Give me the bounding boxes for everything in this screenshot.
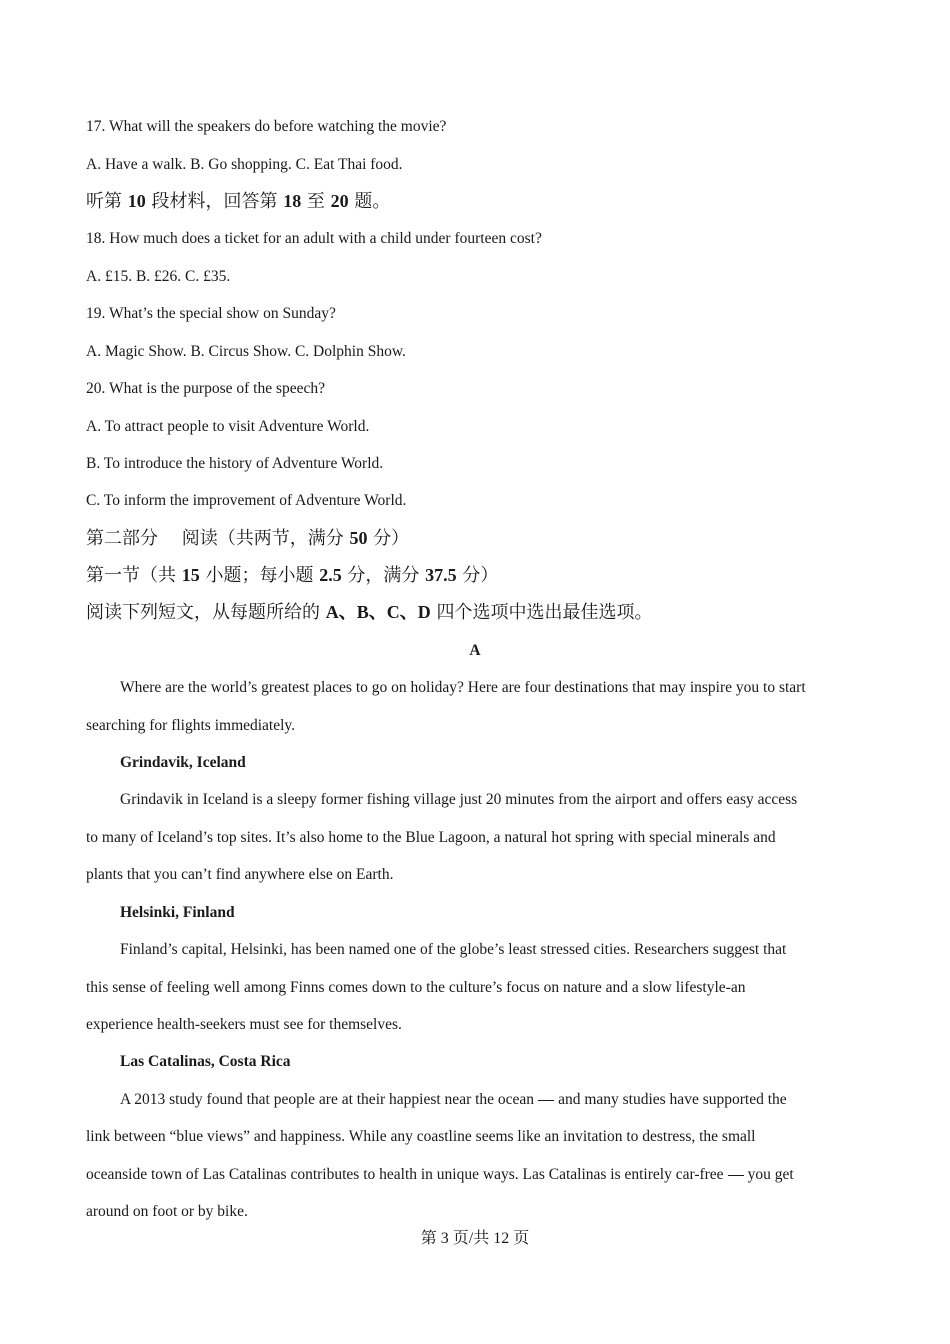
reading-instruction: 阅读下列短文，从每题所给的 A、B、C、D 四个选项中选出最佳选项。 (86, 602, 653, 623)
section-1-heading: 第一节（共 15 小题；每小题 2.5 分，满分 37.5 分） (86, 565, 499, 586)
question-20-stem: 20. What is the purpose of the speech? (86, 380, 326, 397)
section-10-instruction: 听第 10 段材料，回答第 18 至 20 题。 (86, 191, 391, 212)
passage-letter: A (469, 642, 481, 659)
catalinas-line-3: oceanside town of Las Catalinas contributes to health in unique ways. Las Catalinas is entirely car-free you get (86, 1166, 794, 1183)
question-20-option-a: A. To attract people to visit Adventure World. (86, 418, 370, 435)
question-19-stem: 19. What’s the special show on Sunday? (86, 305, 336, 322)
catalinas-line-2: link between “blue views” and happiness. While any coastline seems like an invitation to destress, the small (86, 1128, 756, 1145)
em-dash (538, 1100, 554, 1101)
question-20-option-b: B. To introduce the history of Adventure World. (86, 455, 384, 472)
grindavik-line-1: Grindavik in Iceland is a sleepy former fishing village just 20 minutes from the airport and offers easy access (120, 791, 798, 808)
question-19-options: A. Magic Show. B. Circus Show. C. Dolphin Show. (86, 343, 406, 360)
catalinas-line-1: A 2013 study found that people are at their happiest near the ocean and many studies have supported the (120, 1091, 787, 1108)
question-18-stem: 18. How much does a ticket for an adult with a child under fourteen cost? (86, 230, 542, 247)
helsinki-line-1: Finland’s capital, Helsinki, has been named one of the globe’s least stressed cities. Researchers suggest that (120, 941, 787, 958)
question-17-stem: 17. What will the speakers do before watching the movie? (86, 118, 447, 135)
catalinas-line-4: around on foot or by bike. (86, 1203, 248, 1220)
helsinki-line-3: experience health-seekers must see for themselves. (86, 1016, 402, 1033)
question-17-options: A. Have a walk. B. Go shopping. C. Eat Thai food. (86, 156, 403, 173)
em-dash (728, 1175, 744, 1176)
passage-intro-line-2: searching for flights immediately. (86, 717, 296, 734)
page-footer: 第 3 页/共 12 页 (420, 1230, 530, 1247)
helsinki-line-2: this sense of feeling well among Finns comes down to the culture’s focus on nature and a slow lifestyle-an (86, 979, 746, 996)
catalinas-heading: Las Catalinas, Costa Rica (120, 1053, 291, 1070)
passage-intro-line-1: Where are the world’s greatest places to go on holiday? Here are four destinations that may inspire you to start (120, 679, 806, 696)
question-20-option-c: C. To inform the improvement of Adventure World. (86, 492, 407, 509)
grindavik-line-3: plants that you can’t find anywhere else on Earth. (86, 866, 394, 883)
grindavik-line-2: to many of Iceland’s top sites. It’s also home to the Blue Lagoon, a natural hot spring with special minerals and (86, 829, 776, 846)
helsinki-heading: Helsinki, Finland (120, 904, 235, 921)
question-18-options: A. £15. B. £26. C. £35. (86, 268, 231, 285)
grindavik-heading: Grindavik, Iceland (120, 754, 246, 771)
part-2-heading: 第二部分 阅读（共两节，满分 50 分） (86, 528, 410, 549)
